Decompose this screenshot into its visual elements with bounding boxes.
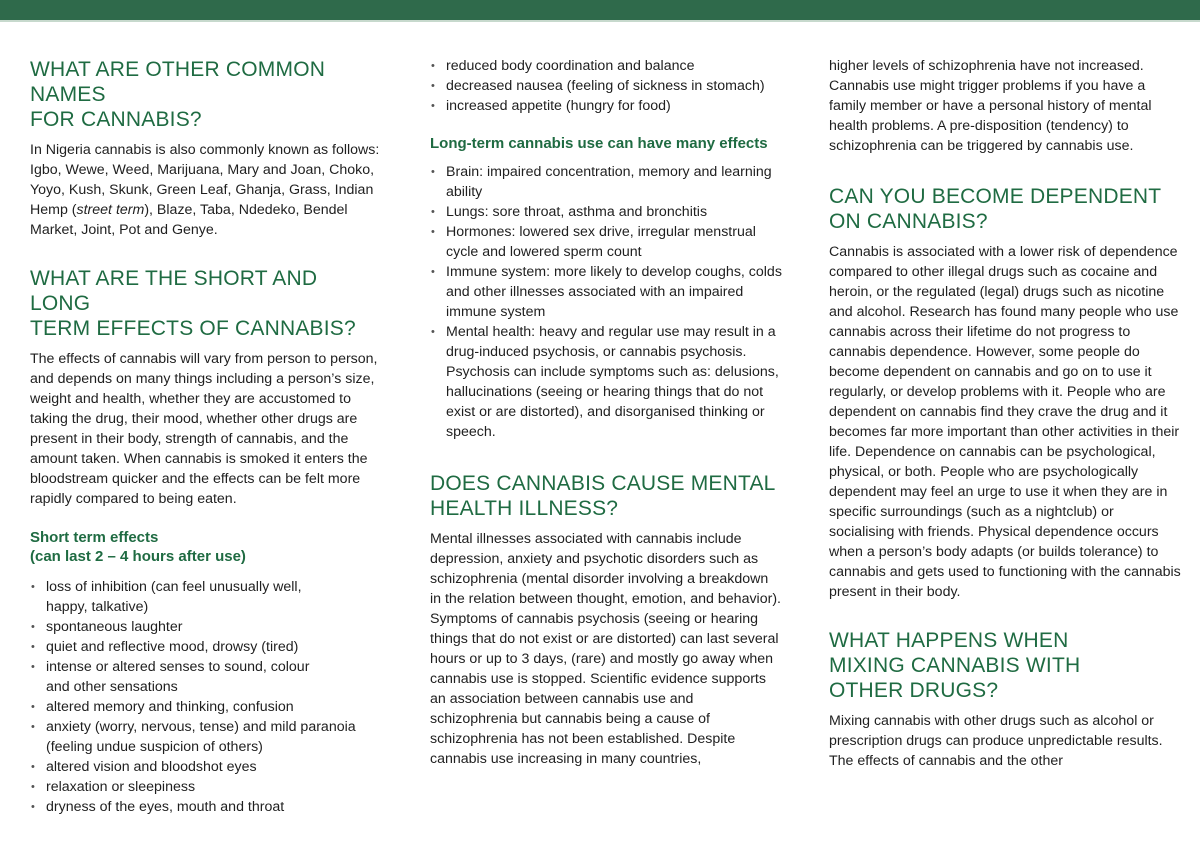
list-item: • Immune system: more likely to develop coughs, colds and other illnesses associated with an impaired immune system [430,262,782,322]
subheading-long-term: Long-term cannabis use can have many effects [430,135,768,152]
paragraph-mixing-drugs: Mixing cannabis with other drugs such as alcohol or prescription drugs can produce unpredictable results. The effects of cannabis and the other [829,713,1163,769]
list-item: • altered vision and bloodshot eyes [30,757,382,777]
paragraph-mental-health-continued: higher levels of schizophrenia have not increased. Cannabis use might trigger problems if you have a family member or have a personal history of mental health problems. A pre-disposition (tendency) to schizophrenia can be triggered by cannabis use. [829,58,1152,154]
list-item: • intense or altered senses to sound, colour and other sensations [30,657,382,697]
list-item: • quiet and reflective mood, drowsy (tired) [30,637,382,657]
heading-common-names: WHAT ARE OTHER COMMON NAMES FOR CANNABIS? [30,58,326,131]
list-item: • Hormones: lowered sex drive, irregular menstrual cycle and lowered sperm count [430,222,782,262]
list-item: • Brain: impaired concentration, memory and learning ability [430,162,782,202]
names-text-end: ), Blaze, Taba, Ndedeko, Bendel Market, Joint, Pot and Genye. [30,202,348,238]
list-item: • Lungs: sore throat, asthma and bronchitis [430,202,782,222]
list-item: • spontaneous laughter [30,617,382,637]
subheading-short-term: Short term effects (can last 2 – 4 hours after use) [30,529,246,565]
paragraph-mental-health: Mental illnesses associated with cannabis include depression, anxiety and psychotic disorders such as schizophrenia (mental disorder involving a breakdown in the relation between thought, emotion, and behavior). Symptoms of cannabis psychosis (seeing or hearing things that do not exist or are distorted) can last several hours or up to 3 days, (rare) and mostly go away when cannabis use is stopped. Scientific evidence supports an association between cannabis use and schizophrenia but cannabis being a cause of schizophrenia has not been established. Despite cannabis use increasing in many countries, [430,531,781,767]
heading-mixing-drugs: WHAT HAPPENS WHEN MIXING CANNABIS WITH OTHER DRUGS? [829,629,1081,702]
heading-dependence: CAN YOU BECOME DEPENDENT ON CANNABIS? [829,185,1162,233]
list-item: • increased appetite (hungry for food) [430,96,782,116]
list-long-term-effects [430,162,782,442]
heading-mental-health: DOES CANNABIS CAUSE MENTAL HEALTH ILLNESS? [430,472,776,520]
names-text-start: In Nigeria cannabis is also commonly known as follows: Igbo, Wewe, Weed, Marijuana, Mary and Joan, Choko, Yoyo, Kush, Skunk, Green Leaf, Ghanja, Grass, Indian Hemp ( [30,142,380,218]
list-item: • relaxation or sleepiness [30,777,382,797]
list-item: • anxiety (worry, nervous, tense) and mild paranoia (feeling undue suspicion of others) [30,717,382,757]
list-item: • dryness of the eyes, mouth and throat [30,797,382,817]
list-short-term-effects-continued [430,56,782,116]
list-item: • loss of inhibition (can feel unusually well, happy, talkative) [30,577,382,617]
list-item: • reduced body coordination and balance [430,56,782,76]
list-item: • Mental health: heavy and regular use may result in a drug-induced psychosis, or cannabis psychosis. Psychosis can include symptoms such as: delusions, hallucinations (seeing or hearing things that do not exist or are distorted), and disorganised thinking or speech. [430,322,782,442]
names-text-italic: street term [76,202,145,218]
list-short-term-effects [30,577,382,817]
column-3 [829,0,1181,771]
list-item: • decreased nausea (feeling of sickness in stomach) [430,76,782,96]
list-item: • altered memory and thinking, confusion [30,697,382,717]
paragraph-common-names [30,140,382,240]
paragraph-dependence: Cannabis is associated with a lower risk of dependence compared to other illegal drugs such as cocaine and heroin, or the regulated (legal) drugs such as nicotine and alcohol. Research has found many people who use cannabis across their lifetime do not progress to cannabis dependence. However, some people do become dependent on cannabis and go on to use it regularly, or develop problems with it. People who are dependent on cannabis find they crave the drug and it becomes far more important than other activities in their life. Dependence on cannabis can be psychological, physical, or both. People who are psychologically dependent may feel an urge to use it when they are in specific surroundings (such as a nightclub) or socialising with friends. Physical dependence occurs when a person’s body adapts (or builds tolerance) to cannabis and gets used to functioning with the cannabis present in their body. [829,244,1181,600]
paragraph-effects: The effects of cannabis will vary from person to person, and depends on many things including a person’s size, weight and health, whether they are accustomed to taking the drug, their mood, whether other drugs are present in their body, strength of cannabis, and the amount taken. When cannabis is smoked it enters the bloodstream quicker and the effects can be felt more rapidly compared to being eaten. [30,351,378,507]
column-1 [30,0,382,817]
heading-short-long-effects: WHAT ARE THE SHORT AND LONG TERM EFFECTS OF CANNABIS? [30,267,356,340]
column-2 [430,0,782,769]
